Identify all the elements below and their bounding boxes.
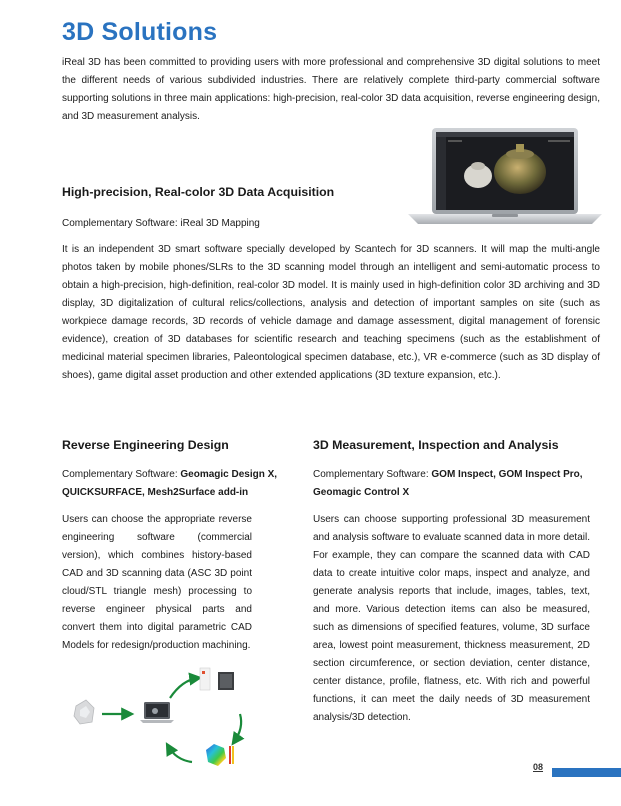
- intro-paragraph: iReal 3D has been committed to providing users with more professional and comprehensive 3D digital solutions to meet the different needs of various subdivided industries. There are relatively complete third-party commercial software supporting solutions in three main applications: high-precision, real-color 3D data acquisition, reverse engineering design, and 3D measurement analysis.: [62, 57, 600, 122]
- color-map-icon: [206, 744, 234, 766]
- acquisition-body: It is an independent 3D smart software specially developed by Scantech for 3D scanners. It will map the multi-angle photos taken by mobile phones/SLRs to the 3D scanning model through an intelligent and semi-automatic process to obtain a high-precision, high-definition, real-color 3D model. It is mainly used in high-definition color 3D archiving and 3D display, 3D digitalization of cultural relics/collections, analysis and detection of important samples on site (such as workpiece damage records, 3D records of vehicle damage and damage assessment, digital management of forensic evidence), creation of 3D databases for scientific research and teaching specimens (such as the establishment of medicinal material specimen libraries, Paleontological specimen database, etc.), VR e-commerce (such as 3D display of shoes), game digital asset production and other extended applications (3D texture expansion, etc.).: [62, 244, 600, 381]
- software-prefix: Complementary Software:: [313, 469, 432, 480]
- software-prefix: Complementary Software:: [62, 469, 181, 480]
- workflow-diagram: [72, 662, 252, 772]
- arrow-icon: [234, 714, 241, 742]
- laptop-image: [408, 126, 602, 226]
- reverse-software: [62, 466, 292, 502]
- measurement-body: Users can choose supporting professional 3D measurement and analysis software to evaluate scanned data in more detail. For example, they can compare the scanned data with CAD data to create intuitive color maps, inspect and analyze, and generate analysis reports that include, images, tables, text, and more. Various detection items can also be measured, such as dimensions of specified features, volume, 3D surface area, lowest point measurement, thickness measurement, 2D section circumference, or section deviation, center distance, center distance, profile, flatness, etc. With rich and powerful functions, it can meet the daily needs of 3D measurement analysis/3D detection.: [313, 514, 590, 723]
- acquisition-software: Complementary Software: iReal 3D Mapping: [62, 218, 260, 229]
- arrow-icon: [170, 678, 198, 698]
- software-names: Geomagic Design X, QUICKSURFACE, Mesh2Surface add-in: [62, 469, 278, 498]
- measurement-software: [313, 466, 593, 502]
- measurement-heading: 3D Measurement, Inspection and Analysis: [313, 438, 559, 452]
- page-number: 08: [533, 762, 544, 772]
- page-footer-bar: [552, 768, 621, 777]
- cad-model-icon: [200, 668, 234, 690]
- arrow-icon: [168, 746, 192, 762]
- scanned-part-icon: [74, 700, 94, 724]
- reverse-body: Users can choose the appropriate reverse engineering software (commercial version), which combines history-based CAD and 3D scanning data (ASC 3D point cloud/STL triangle mesh) processing to reverse engineer physical parts and convert them into digital parametric CAD Models for redesign/production machining.: [62, 514, 252, 651]
- page-title: 3D Solutions: [62, 18, 218, 46]
- laptop-icon: [140, 702, 174, 723]
- reverse-heading: Reverse Engineering Design: [62, 438, 229, 452]
- software-names: GOM Inspect, GOM Inspect Pro, Geomagic Control X: [313, 469, 583, 498]
- acquisition-heading: High-precision, Real-color 3D Data Acquisition: [62, 185, 335, 199]
